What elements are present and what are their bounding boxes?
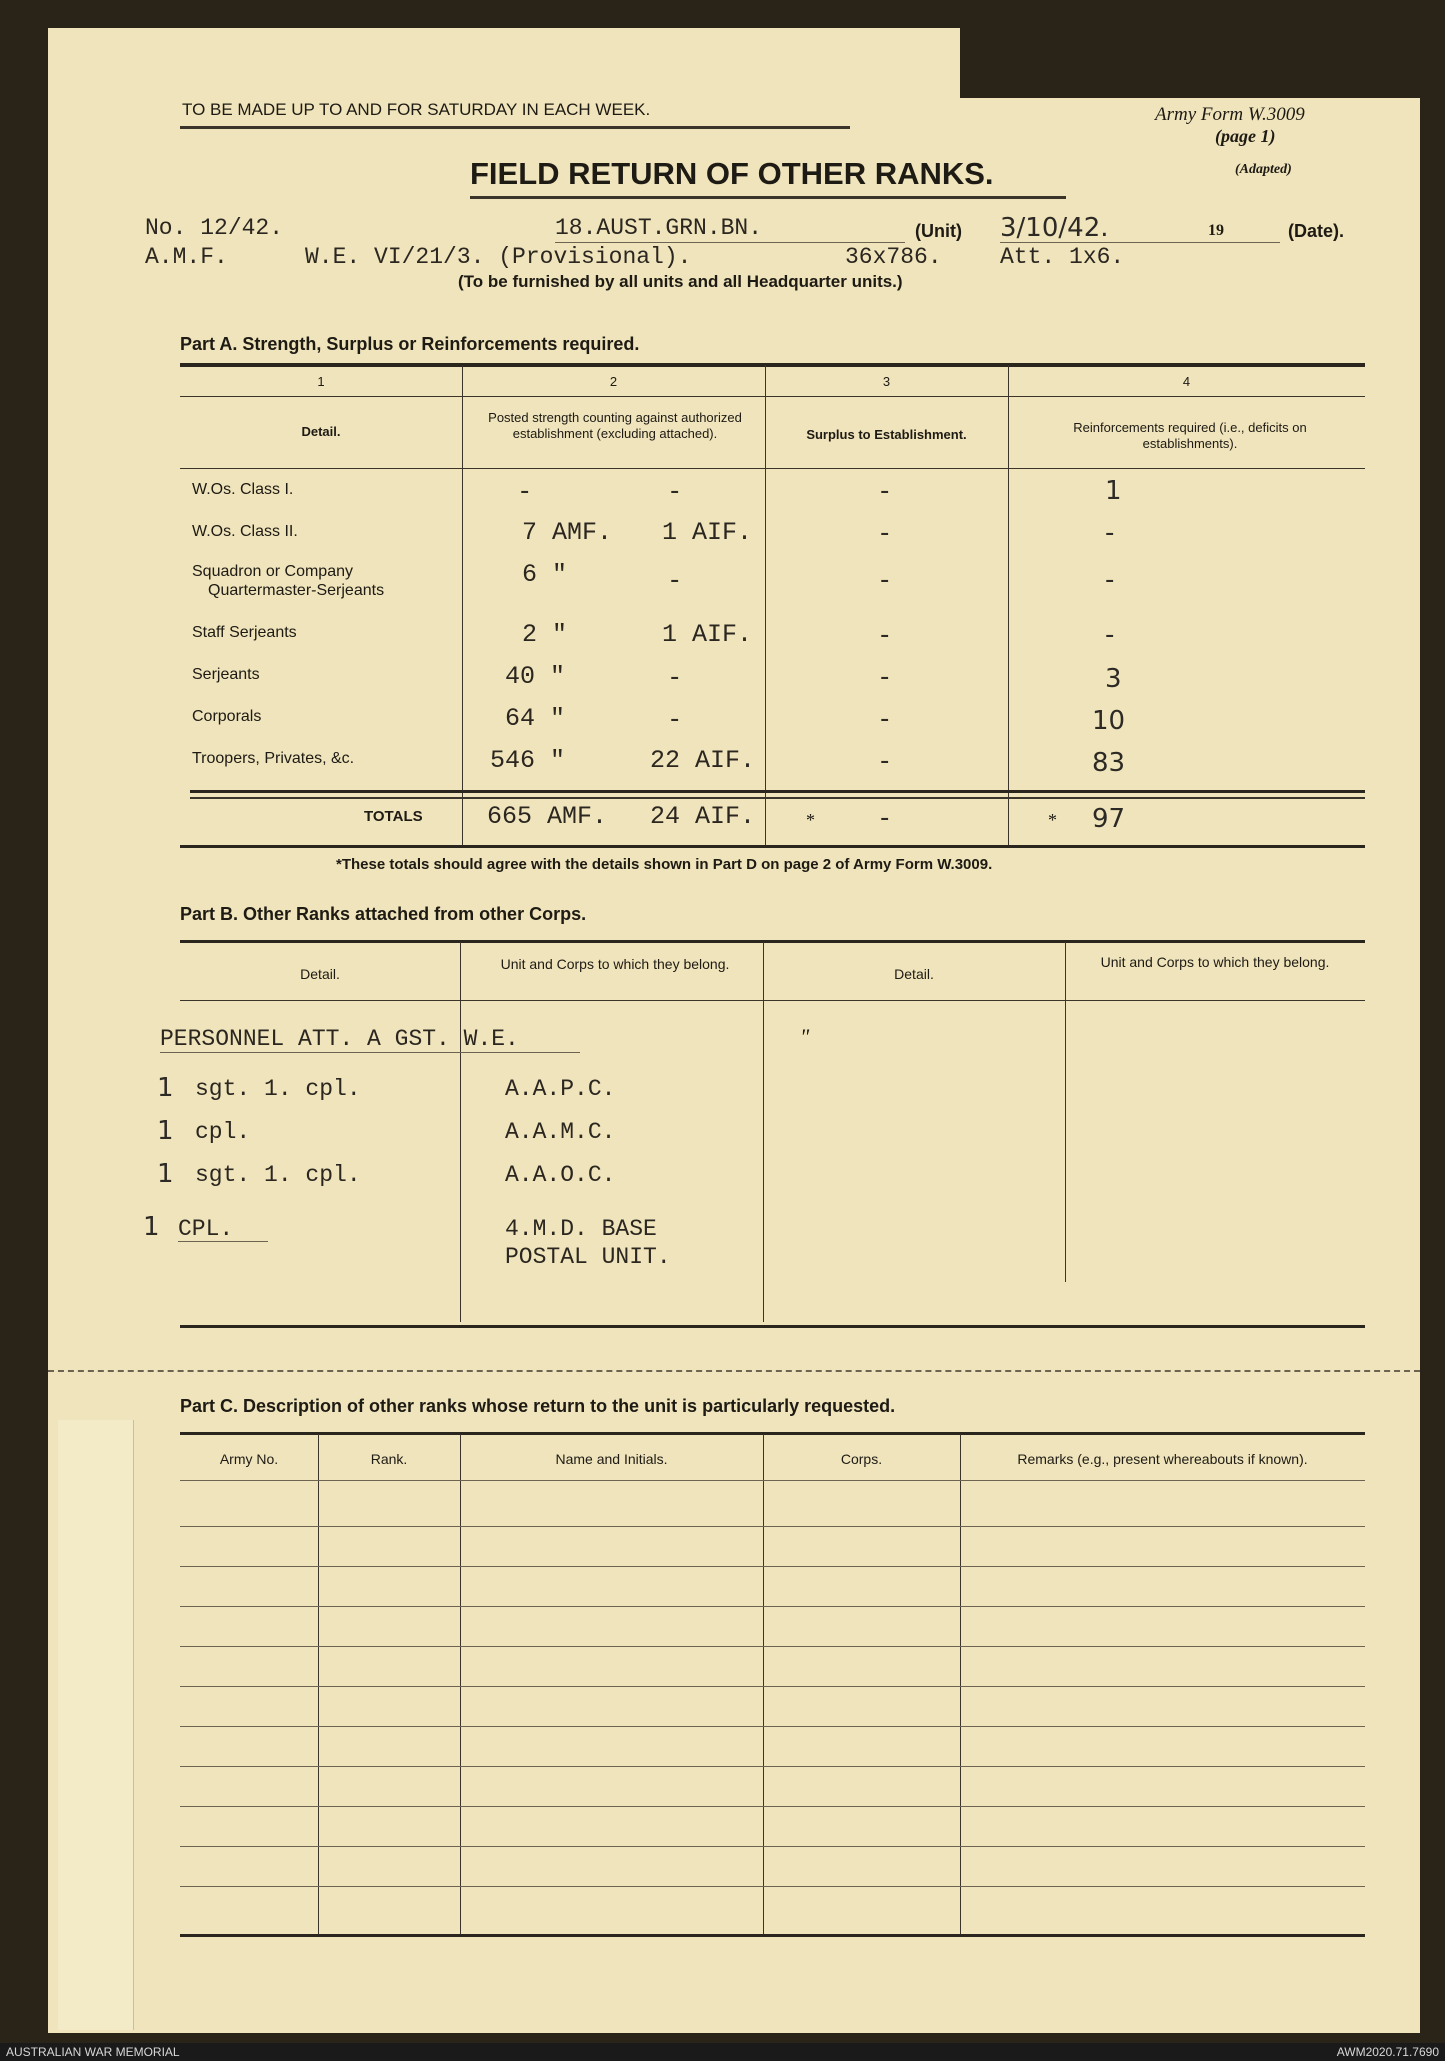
back-sheet: [58, 1420, 134, 2030]
col-header-posted: Posted strength counting against authorized establishment (excluding attached).: [488, 410, 742, 441]
row-detail: sgt. 1. cpl.: [195, 1162, 361, 1188]
archive-footer: [0, 2043, 1445, 2061]
part-b-intro: PERSONNEL ATT. A GST. W.E.: [160, 1026, 519, 1052]
return-number: No. 12/42.: [145, 215, 284, 241]
part-b-title: Part B. Other Ranks attached from other Corps.: [180, 904, 587, 924]
part-c-header-army-no: Army No.: [219, 1451, 279, 1467]
totals-reinf: 97: [1092, 804, 1126, 834]
part-a-number-rule: [180, 396, 1365, 397]
row-unit: A.A.P.C.: [505, 1076, 616, 1102]
row-reinf: 10: [1092, 706, 1126, 736]
part-c-rule: [180, 1726, 1365, 1727]
title-underline: [470, 196, 1066, 199]
part-a-top-rule: [180, 363, 1365, 367]
form-page: (page 1): [1215, 126, 1276, 146]
part-b-col-divider-2: [763, 942, 764, 1322]
row-detail-line2: Quartermaster-Serjeants: [208, 582, 385, 599]
row-aif: 1 AIF.: [662, 518, 753, 547]
unit-value: 18.AUST.GRN.BN.: [555, 215, 763, 241]
row-qty: 1: [157, 1116, 174, 1146]
row-detail: sgt. 1. cpl.: [195, 1076, 361, 1102]
archive-reference: AWM2020.71.7690: [1336, 2045, 1439, 2059]
totals-surplus: -: [880, 803, 890, 833]
part-b-col-divider-1: [460, 942, 461, 1322]
row-surplus: -: [880, 518, 890, 548]
row-reinf: 83: [1092, 748, 1126, 778]
row-reinf: -: [1105, 565, 1115, 595]
row-amf: 546 ": [490, 746, 566, 775]
row-amf: 40 ": [505, 662, 566, 691]
part-c-rule: [180, 1806, 1365, 1807]
part-b-header-unit: Unit and Corps to which they belong.: [500, 956, 730, 972]
row-surplus: -: [880, 565, 890, 595]
row-unit: A.A.O.C.: [505, 1162, 616, 1188]
col-number-4: 4: [1182, 374, 1191, 389]
totals-amf: 665 AMF.: [487, 802, 608, 831]
row-reinf: -: [1105, 620, 1115, 650]
row-detail: W.Os. Class II.: [192, 523, 298, 540]
unit-dotline: [555, 242, 905, 243]
row-reinf: -: [1105, 518, 1115, 548]
row-reinf: 1: [1105, 476, 1122, 506]
row-aif: 1 AIF.: [662, 620, 753, 649]
totals-star-2: *: [1048, 810, 1057, 830]
row-unit-line2: POSTAL UNIT.: [505, 1244, 671, 1270]
col-header-surplus: Surplus to Establishment.: [806, 427, 967, 442]
row-qty: 1: [157, 1159, 174, 1189]
part-c-rule: [180, 1846, 1365, 1847]
part-c-rule: [180, 1566, 1365, 1567]
part-c-header-remarks: Remarks (e.g., present whereabouts if known).: [1017, 1451, 1308, 1467]
part-c-header-rank: Rank.: [370, 1451, 408, 1467]
part-c-rule: [180, 1480, 1365, 1481]
row-surplus: -: [880, 662, 890, 692]
part-b-header-unit-2: Unit and Corps to which they belong.: [1100, 954, 1330, 970]
row-amf: 7 AMF.: [522, 518, 613, 547]
part-c-rule: [180, 1606, 1365, 1607]
row-aif: -: [670, 704, 680, 734]
col-number-2: 2: [609, 374, 618, 389]
row-qty: 1: [157, 1073, 174, 1103]
part-a-bottom-rule: [180, 845, 1365, 848]
amf-code: A.M.F.: [145, 244, 228, 270]
instruction-underline: [180, 126, 850, 129]
date-label: (Date).: [1288, 221, 1345, 241]
date-dotline: [1000, 242, 1280, 243]
row-surplus: -: [880, 704, 890, 734]
totals-rule-2: [190, 797, 1365, 799]
row-aif: -: [670, 476, 680, 506]
torn-corner: [960, 28, 1420, 98]
part-a-footnote: *These totals should agree with the details shown in Part D on page 2 of Army Form W.3009.: [336, 856, 993, 873]
part-b-col-divider-3: [1065, 942, 1066, 1282]
part-c-bottom-rule: [180, 1934, 1365, 1937]
part-c-rule: [180, 1886, 1365, 1887]
row-detail: cpl.: [195, 1119, 251, 1145]
part-c-rule: [180, 1766, 1365, 1767]
row-surplus: -: [880, 746, 890, 776]
row-detail: Corporals: [192, 708, 262, 725]
row-amf: 2 ": [522, 620, 568, 649]
row-reinf: 3: [1105, 664, 1122, 694]
form-id: Army Form W.3009: [1155, 104, 1305, 125]
date-value: 3/10/42.: [1000, 213, 1109, 243]
col-number-1: 1: [317, 374, 325, 389]
attached-code: Att. 1x6.: [1000, 244, 1125, 270]
part-b-top-rule: [180, 940, 1365, 943]
row-qty: 1: [143, 1212, 160, 1242]
part-b-ditto-mark: ": [800, 1024, 810, 1049]
part-b-header-detail: Detail.: [300, 966, 340, 982]
totals-label: TOTALS: [364, 808, 423, 825]
row-detail: Troopers, Privates, &c.: [192, 750, 355, 767]
part-c-title: Part C. Description of other ranks whose return to the unit is particularly requested.: [180, 1396, 896, 1416]
row-detail: W.Os. Class I.: [192, 481, 294, 498]
row-surplus: -: [880, 620, 890, 650]
archive-name: AUSTRALIAN WAR MEMORIAL: [6, 2045, 180, 2059]
form-adapted: (Adapted): [1235, 162, 1292, 177]
furnish-note: (To be furnished by all units and all Headquarter units.): [458, 272, 903, 291]
part-a-header-rule: [180, 468, 1365, 469]
row-aif: -: [670, 662, 680, 692]
part-a-col-divider-3: [1008, 365, 1009, 845]
row-amf: 6 ": [522, 560, 568, 589]
part-c-col-divider-3: [763, 1434, 764, 1934]
part-c-header-corps: Corps.: [840, 1451, 883, 1467]
row-detail: Staff Serjeants: [192, 624, 297, 641]
part-b-intro-underline: [160, 1052, 580, 1053]
row-detail: Squadron or Company: [192, 563, 353, 580]
part-c-rule: [180, 1646, 1365, 1647]
part-c-top-rule: [180, 1432, 1365, 1435]
row-unit: 4.M.D. BASE: [505, 1216, 657, 1242]
row-surplus: -: [880, 476, 890, 506]
part-a-col-divider-1: [462, 365, 463, 845]
row-detail: CPL.: [178, 1216, 234, 1242]
part-c-col-divider-2: [460, 1434, 461, 1934]
totals-star: *: [806, 810, 815, 830]
part-c-col-divider-4: [960, 1434, 961, 1934]
unit-label: (Unit): [915, 221, 962, 241]
totals-aif: 24 AIF.: [650, 802, 756, 831]
row-aif: -: [670, 565, 680, 595]
part-c-rule: [180, 1526, 1365, 1527]
year-prefix: 19: [1208, 222, 1224, 239]
row-amf: 64 ": [505, 704, 566, 733]
part-b-bottom-rule: [180, 1325, 1365, 1328]
part-b-header-rule: [180, 1000, 1365, 1001]
strength-code: 36x786.: [845, 244, 942, 270]
part-c-rule: [180, 1686, 1365, 1687]
col-header-reinforcements: Reinforcements required (i.e., deficits on establishments).: [1073, 420, 1307, 451]
col-header-detail: Detail.: [301, 424, 341, 439]
row-aif: 22 AIF.: [650, 746, 756, 775]
perforation-line: [48, 1370, 1420, 1372]
row-detail: Serjeants: [192, 666, 260, 683]
part-c-header-name: Name and Initials.: [555, 1451, 668, 1467]
instruction-text: TO BE MADE UP TO AND FOR SATURDAY IN EACH WEEK.: [182, 100, 651, 119]
part-b-cpl-underline: [178, 1241, 268, 1242]
row-amf: -: [520, 476, 530, 506]
col-number-3: 3: [882, 374, 891, 389]
part-c-col-divider-1: [318, 1434, 319, 1934]
war-establishment: W.E. VI/21/3. (Provisional).: [305, 244, 692, 270]
form-title: FIELD RETURN OF OTHER RANKS.: [470, 156, 994, 191]
part-a-title: Part A. Strength, Surplus or Reinforcements required.: [180, 334, 640, 354]
totals-rule-1: [190, 790, 1365, 793]
part-b-header-detail-2: Detail.: [894, 966, 934, 982]
row-unit: A.A.M.C.: [505, 1119, 616, 1145]
